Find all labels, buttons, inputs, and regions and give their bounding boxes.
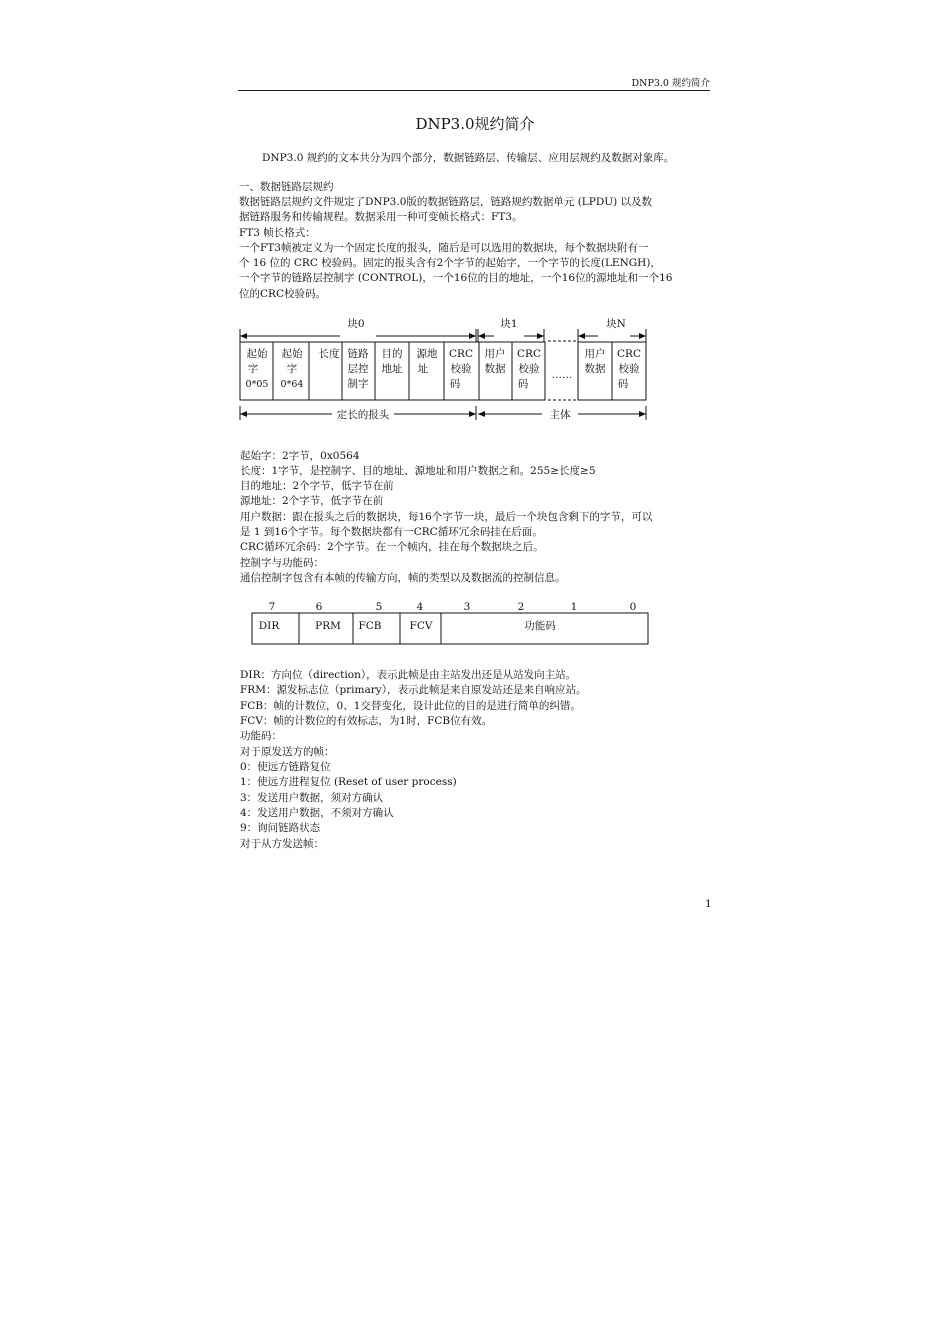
cell-text: 址	[417, 363, 429, 375]
cell-text: 目的	[381, 348, 403, 360]
cell-text: 起始	[246, 348, 268, 360]
cell-text: 起始	[281, 348, 303, 360]
cell-text: 制字	[347, 378, 369, 390]
cell-text: 地址	[381, 363, 403, 375]
ft3-label: FT3 帧长格式：	[239, 227, 316, 239]
field-def-line: 起始字：2字节，0x0564	[240, 450, 360, 462]
page-number: 1	[705, 898, 712, 910]
field-def-line: CRC循环冗余码：2个字节。在一个帧内，挂在每个数据块之后。	[240, 541, 544, 553]
cell-text: 码	[449, 378, 461, 390]
cell-text: CRC	[617, 348, 641, 360]
document-title: DNP3.0规约简介	[415, 115, 535, 133]
blockn-label: 块N	[606, 318, 626, 330]
cell-text: 0*05	[245, 379, 269, 390]
bit-def-line: DIR：方向位（direction），表示此帧是由主站发出还是从站发向主站。	[240, 669, 577, 681]
field-fcv: FCV	[409, 620, 433, 632]
cell-text: CRC	[517, 348, 541, 360]
field-def-line: 用户数据：跟在报头之后的数据块，每16个字节一块，最后一个块包含剩下的字节，可以	[240, 511, 653, 523]
field-prm: PRM	[315, 620, 341, 632]
control-byte-diagram	[248, 596, 654, 648]
cell-text: 码	[517, 378, 529, 390]
function-code-line: 3：发送用户数据，须对方确认	[240, 792, 384, 804]
cell-text: 校验	[618, 363, 640, 375]
function-code-line: 0：使远方链路复位	[240, 761, 331, 773]
cell-text: 校验	[518, 363, 540, 375]
field-def-line: 目的地址：2个字节，低字节在前	[240, 480, 394, 492]
bit-def-line: FRM：源发标志位（primary），表示此帧是来自原发站还是来自响应站。	[240, 684, 587, 696]
ellipsis: ……	[551, 369, 573, 381]
block0-label: 块0	[347, 318, 365, 330]
cell-text: CRC	[449, 348, 473, 360]
field-function-code: 功能码	[524, 620, 556, 632]
cell-text: 0*64	[280, 379, 304, 390]
cell-text: 数据	[584, 363, 606, 375]
section-heading: 一、数据链路层规约	[239, 181, 334, 193]
paragraph-line: 个 16 位的 CRC 校验码。固定的报头含有2个字节的起始字，一个字节的长度(LENGH)，	[239, 257, 661, 269]
block1-label: 块1	[500, 318, 518, 330]
function-code-line: 9：询问链路状态	[240, 822, 321, 834]
intro-paragraph: DNP3.0 规约的文本共分为四个部分，数据链路层、传输层、应用层规约及数据对象库。	[262, 152, 675, 164]
cell-text: 用户	[584, 348, 606, 360]
cell-text: 层控	[347, 363, 369, 375]
bit-label: 3	[463, 601, 471, 613]
cell-text: 长度	[318, 348, 340, 360]
cell-text: 字	[286, 363, 298, 375]
fixed-header-label: 定长的报头	[336, 409, 390, 421]
field-fcb: FCB	[358, 620, 382, 632]
cell-text: 数据	[484, 363, 506, 375]
bit-def-line: FCB：帧的计数位，0、1交替变化，设计此位的目的是进行简单的纠错。	[240, 700, 581, 712]
paragraph-line: 位的CRC校验码。	[239, 288, 326, 300]
bit-label: 1	[570, 601, 578, 613]
body-label: 主体	[549, 409, 571, 421]
bit-label: 5	[375, 601, 383, 613]
paragraph-line: 一个FT3帧被定义为一个固定长度的报头，随后是可以选用的数据块，每个数据块附有一	[239, 242, 649, 254]
function-code-line: 1：使远方进程复位 (Reset of user process)	[240, 776, 457, 788]
bit-label: 4	[416, 601, 424, 613]
function-code-line: 4：发送用户数据，不须对方确认	[240, 807, 394, 819]
bit-def-line: 功能码：	[240, 730, 282, 742]
field-def-line: 是 1 到16个字节。每个数据块都有一CRC循环冗余码挂在后面。	[240, 526, 543, 538]
cell-text: 链路	[347, 348, 369, 360]
field-def-line: 源地址：2个字节，低字节在前	[240, 495, 384, 507]
cell-text: 用户	[484, 348, 506, 360]
header-rule	[238, 90, 710, 91]
bit-label: 7	[268, 601, 276, 613]
bit-def-line: FCV：帧的计数位的有效标志，为1时，FCB位有效。	[240, 715, 493, 727]
field-def-line: 长度：1字节，是控制字、目的地址、源地址和用户数据之和。255≥长度≥5	[240, 465, 596, 477]
bit-def-line: 对于原发送方的帧：	[240, 746, 335, 758]
field-def-line: 通信控制字包含有本帧的传输方向，帧的类型以及数据流的控制信息。	[240, 572, 566, 584]
bit-label: 2	[517, 601, 525, 613]
cell-text: 校验	[450, 363, 472, 375]
field-def-line: 控制字与功能码：	[240, 557, 324, 569]
paragraph-line: 数据链路层规约文件规定了DNP3.0版的数据链路层，链路规约数据单元 (LPDU) 以及数	[239, 196, 653, 208]
running-header: DNP3.0 规约简介	[631, 78, 710, 89]
cell-text: 源地	[416, 348, 438, 360]
field-dir: DIR	[258, 620, 280, 632]
bit-def-line: 对于从方发送帧：	[240, 838, 324, 850]
paragraph-line: 一个字节的链路层控制字 (CONTROL)，一个16位的目的地址，一个16位的源地址和一个16	[239, 272, 673, 284]
cell-text: 码	[617, 378, 629, 390]
bit-label: 0	[629, 601, 637, 613]
cell-text: 字	[247, 363, 259, 375]
paragraph-line: 据链路服务和传输规程。数据采用一种可变帧长格式：FT3。	[239, 211, 523, 223]
ft3-frame-diagram	[236, 312, 656, 424]
bit-label: 6	[315, 601, 323, 613]
